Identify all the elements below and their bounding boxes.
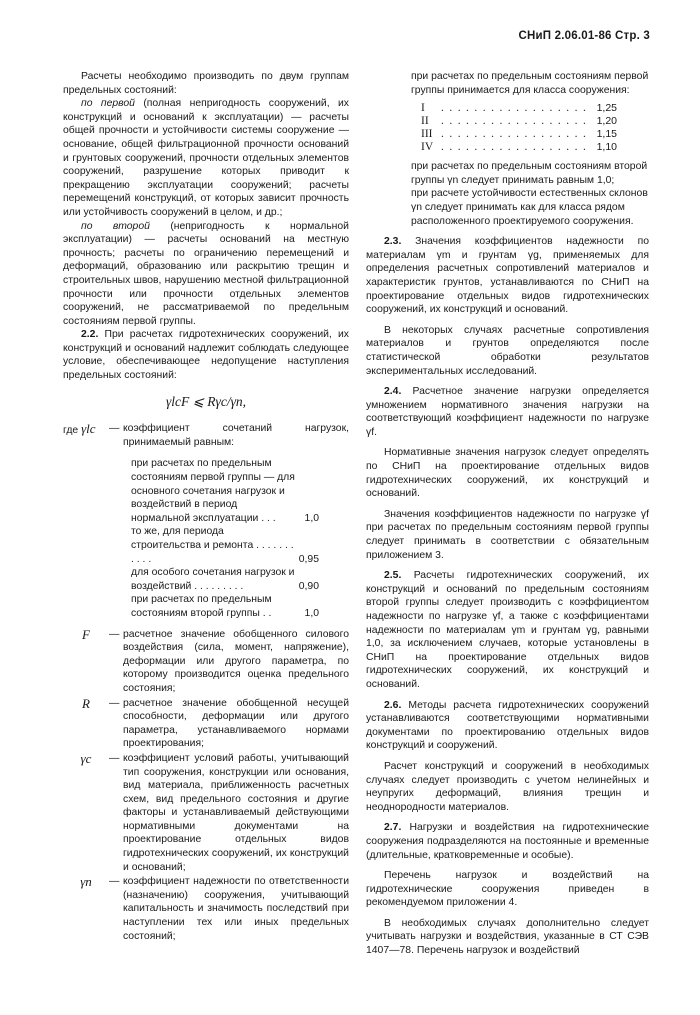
definition-text: коэффициент условий работы, учитывающий тип сооружения, конструкции или основания, вид материала, приближенность расчетных схем, вид предельного состояния и другие факторы и устанавливаемый действующими нормативными документами на проектирование отдельных видов гидротехнических сооружений, их конструкций и оснований; <box>123 752 349 873</box>
first-group-label: по первой <box>81 98 135 110</box>
clause-text: Методы расчета гидротехнических сооружений устанавливаются соответствующими нормативными документами по проектированию отдельных видов конструкций и сооружений. <box>366 699 649 752</box>
clause-text: Значения коэффициентов надежности по материалам γm и грунтам γg, применяемых для определения расчетных сопротивлений материалов и характеристик грунтов, устанавливаются по СНиП на проектирование отдельных видов гидротехнических сооружений, их конструкций и оснований. <box>366 236 649 316</box>
clause-number: 2.7. <box>384 822 402 834</box>
definition-text: коэффициент надежности по ответственности (назначению) сооружения, учитывающий капитальность и значимость последствий при наступлении тех или иных предельных состояний; <box>123 876 349 942</box>
class-number: IV <box>421 141 434 154</box>
coefficient-row <box>131 525 319 566</box>
right-column <box>366 70 649 958</box>
where-label: где <box>63 425 79 437</box>
class-value: 1,25 <box>596 102 617 115</box>
combination-coefficients <box>131 457 319 620</box>
class-value: 1,10 <box>596 141 617 154</box>
paragraph-2-4 <box>366 385 649 439</box>
definition-text: расчетное значение обобщенного силового воздействия (сила, момент, напряжение), деформации или другого параметра, по которому производится оценка предельного состояния; <box>123 628 349 694</box>
symbol-gamma-n: γn <box>80 874 92 890</box>
class-row <box>421 128 617 141</box>
coefficient-value: 0,95 <box>298 553 319 565</box>
coefficient-value: 0,90 <box>298 580 319 592</box>
leader-dots: . . . . . . . . . . . . . . . . . . <box>441 102 587 115</box>
leader-dots: . . . . . . . . . . . . . . . . . . <box>441 141 587 154</box>
coefficient-row <box>131 566 319 593</box>
paragraph-2-7 <box>366 821 649 862</box>
definition-text: коэффициент сочетаний нагрузок, принимаемый равным: <box>123 423 349 448</box>
symbol-gamma-c: γc <box>80 750 92 766</box>
dash: — <box>109 423 120 435</box>
paragraph-2-5 <box>366 569 649 691</box>
class-value: 1,20 <box>596 115 617 128</box>
left-column <box>63 70 349 944</box>
page-header: СНиП 2.06.01-86 Стр. 3 <box>518 30 650 42</box>
coefficient-label: для особого сочетания нагрузок и воздействий . . . . . . . . . <box>131 567 295 592</box>
definition-text: расчетное значение обобщенной несущей способности, деформации или другого параметра, устанавливаемого нормами проектирования; <box>123 697 349 750</box>
paragraph-first-group-classes: при расчетах по предельным состояниям первой группы принимается для класса сооружения: <box>411 71 649 96</box>
dash: — <box>109 876 120 888</box>
clause-number: 2.6. <box>384 699 402 711</box>
paragraph-2-7-cont2: В необходимых случаях дополнительно следует учитывать нагрузки и воздействия, указанные в СТ СЭВ 1407—78. Перечень нагрузок и воздействий <box>366 917 649 957</box>
leader-dots: . . . . . . . . . . . . . . . . . . <box>441 128 587 141</box>
coefficient-row <box>131 593 319 620</box>
definition-F <box>63 628 349 696</box>
second-group-label: по второй <box>81 220 150 232</box>
symbol-F: F <box>82 626 90 642</box>
clause-text: Расчетное значение нагрузки определяется умножением нормативного значения нагрузки на соответствующий коэффициент надежности по нагрузке γf. <box>366 386 649 438</box>
paragraph-2-6-cont: Расчет конструкций и сооружений в необходимых случаях следует производить с учетом нелинейных и неупругих деформаций, влияния трещин и неоднородности материалов. <box>366 760 649 813</box>
second-group-text: (непригодность к нормальной эксплуатации) — расчеты оснований на местную прочность; расчеты по ограничению перемещений и деформаций, образованию или раскрытию трещин и строительных швов, нарушению местной фильтрационной прочности или прочности отдельных элементов сооружений, не рассматриваемой по предельным состояниям первой группы. <box>63 220 349 327</box>
definition-gamma-n <box>63 875 349 943</box>
class-number: III <box>421 128 433 141</box>
class-number: I <box>421 102 425 115</box>
dash: — <box>109 752 120 764</box>
structure-class-list <box>421 102 617 154</box>
definition-gamma-lc <box>63 422 349 449</box>
clause-number: 2.5. <box>384 570 402 582</box>
dash: — <box>109 697 120 709</box>
clause-number: 2.4. <box>384 386 402 398</box>
class-value: 1,15 <box>596 128 617 141</box>
paragraph-intro: Расчеты необходимо производить по двум группам предельных состояний: <box>63 71 349 96</box>
paragraph-2-4-cont: Нормативные значения нагрузок следует определять по СНиП на проектирование отдельных видов гидротехнических сооружений, их конструкций и оснований. <box>366 447 649 500</box>
first-group-text: (полная непригодность сооружений, их конструкций и оснований к эксплуатации) — расчеты общей прочности и устойчивости системы сооружение — основание, общей фильтрационной прочности оснований и грунтовых сооружений, прочности отдельных элементов сооружений, разрушение которых приводит к прекращению эксплуатации сооружений; расчеты перемещений конструкций, от которых зависит прочность или устойчивость сооружений в целом, и др.; <box>63 98 349 218</box>
coefficient-value: 1,0 <box>304 607 319 619</box>
paragraph-first-group <box>63 97 349 219</box>
dash: — <box>109 628 120 640</box>
paragraph-2-4-cont2: Значения коэффициентов надежности по нагрузке γf при расчетах по предельным состояниям первой группы следует принимать в соответствии с обязательным приложением 3. <box>366 508 649 561</box>
limit-state-formula: γlcF ⩽ Rγc/γn, <box>165 393 247 409</box>
clause-text: При расчетах гидротехнических сооружений, их конструкций и оснований надлежит соблюдать следующее условие, обеспечивающее недопущение наступления предельных состояний: <box>63 329 349 382</box>
paragraph-second-group-gn: при расчетах по предельным состояниям второй группы γn следует принимать равным 1,0; <box>411 161 648 186</box>
definition-R <box>63 697 349 751</box>
paragraph-second-group <box>63 220 349 329</box>
clause-text: Нагрузки и воздействия на гидротехнические сооружения подразделяются на постоянные и временные (длительные, кратковременные и особые). <box>366 822 649 861</box>
coefficient-label: при расчетах по предельным состояниям первой группы — для основного сочетания нагрузок и воздействий в период нормальной эксплуатации . . . <box>131 458 295 524</box>
coefficient-label: то же, для периода строительства и ремонта . . . . . . . . . . . <box>131 526 294 565</box>
clause-number: 2.3. <box>384 236 402 248</box>
coefficient-label: при расчетах по предельным состояниям второй группы . . <box>131 594 272 619</box>
class-number: II <box>421 115 429 128</box>
class-row <box>421 141 617 154</box>
paragraph-2-6 <box>366 699 649 753</box>
class-row <box>421 115 617 128</box>
definition-gamma-c <box>63 752 349 874</box>
paragraph-2-3-cont: В некоторых случаях расчетные сопротивления материалов и грунтов определяются после статистической обработки результатов экспериментальных исследований. <box>366 324 649 377</box>
coefficient-value: 1,0 <box>304 512 319 524</box>
paragraph-2-3 <box>366 235 649 317</box>
clause-text: Расчеты гидротехнических сооружений, их конструкций и оснований по предельным состояниям второй группы следует производить с коэффициентом надежности по нагрузке γf, а также с коэффициентами надежности по материалам γm и грунтам γg, равными 1,0, за исключением случаев, которые установлены в СНиП на проектирование отдельных видов гидротехнических сооружений, их конструкций и оснований. <box>366 570 649 690</box>
symbol-gamma-lc: γlc <box>81 421 96 437</box>
clause-number: 2.2. <box>81 329 99 341</box>
paragraph-2-7-cont: Перечень нагрузок и воздействий на гидротехнические сооружения приведен в рекомендуемом приложении 4. <box>366 870 649 909</box>
symbol-R: R <box>82 695 90 711</box>
coefficient-row <box>131 457 319 525</box>
paragraph-2-2 <box>63 328 349 382</box>
leader-dots: . . . . . . . . . . . . . . . . . . <box>441 115 587 128</box>
class-row <box>421 102 617 115</box>
paragraph-slopes-gn: при расчете устойчивости естественных склонов γn следует принимать как для класса рядом расположенного проектируемого сооружения. <box>411 188 648 227</box>
